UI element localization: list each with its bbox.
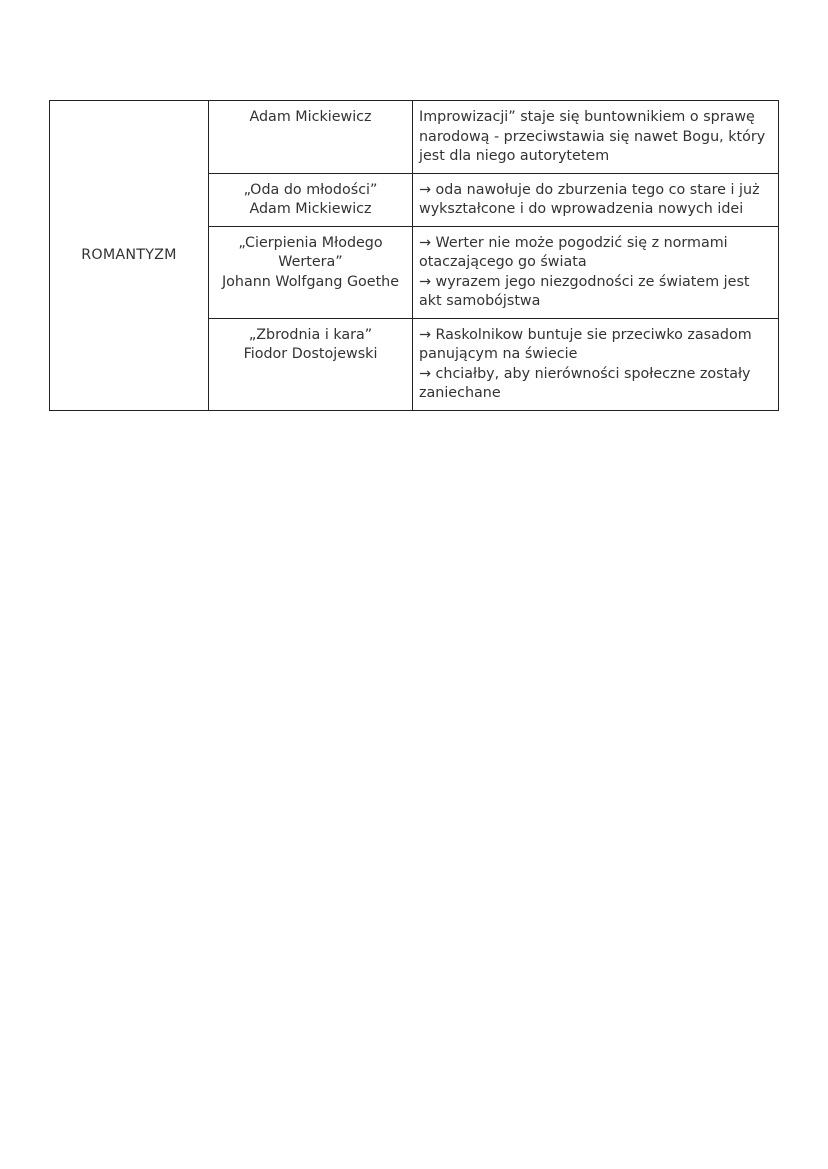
description-line: otaczającego go świata [419,254,587,270]
description-line: wykształcone i do wprowadzenia nowych idei [419,201,744,217]
description-line: → wyrazem jego niezgodności ze światem jest [419,273,750,290]
description-line: → oda nawołuje do zburzenia tego co stare i już [419,181,760,198]
work-line: „Cierpienia Młodego [238,234,383,251]
description-line: → Raskolnikow buntuje sie przeciwko zasadom [419,326,752,343]
description-line: → chciałby, aby nierówności społeczne zostały [419,365,751,382]
period-label: ROMANTYZM [81,246,177,263]
work-line: Wertera” [278,254,343,270]
work-cell [209,173,413,226]
literature-table [49,100,779,411]
work-line: Adam Mickiewicz [249,109,372,125]
period-cell [50,101,209,411]
work-line: Fiodor Dostojewski [243,346,378,362]
table-row [50,101,779,174]
description-cell [413,173,779,226]
work-line: „Oda do młodości” [243,181,378,198]
description-cell [413,101,779,174]
description-line: zaniechane [419,385,501,401]
work-cell [209,318,413,410]
work-line: Johann Wolfgang Goethe [221,273,400,290]
description-line: narodową - przeciwstawia się nawet Bogu, który [419,128,766,145]
work-line: Adam Mickiewicz [249,201,372,217]
description-line: akt samobójstwa [419,293,541,309]
work-cell [209,226,413,318]
description-line: panującym na świecie [419,346,578,362]
description-line: jest dla niego autorytetem [419,148,610,164]
description-line: → Werter nie może pogodzić się z normami [419,234,728,251]
description-line: Improwizacji” staje się buntownikiem o sprawę [419,109,755,125]
description-cell [413,318,779,410]
work-line: „Zbrodnia i kara” [248,326,373,343]
work-cell [209,101,413,174]
description-cell [413,226,779,318]
